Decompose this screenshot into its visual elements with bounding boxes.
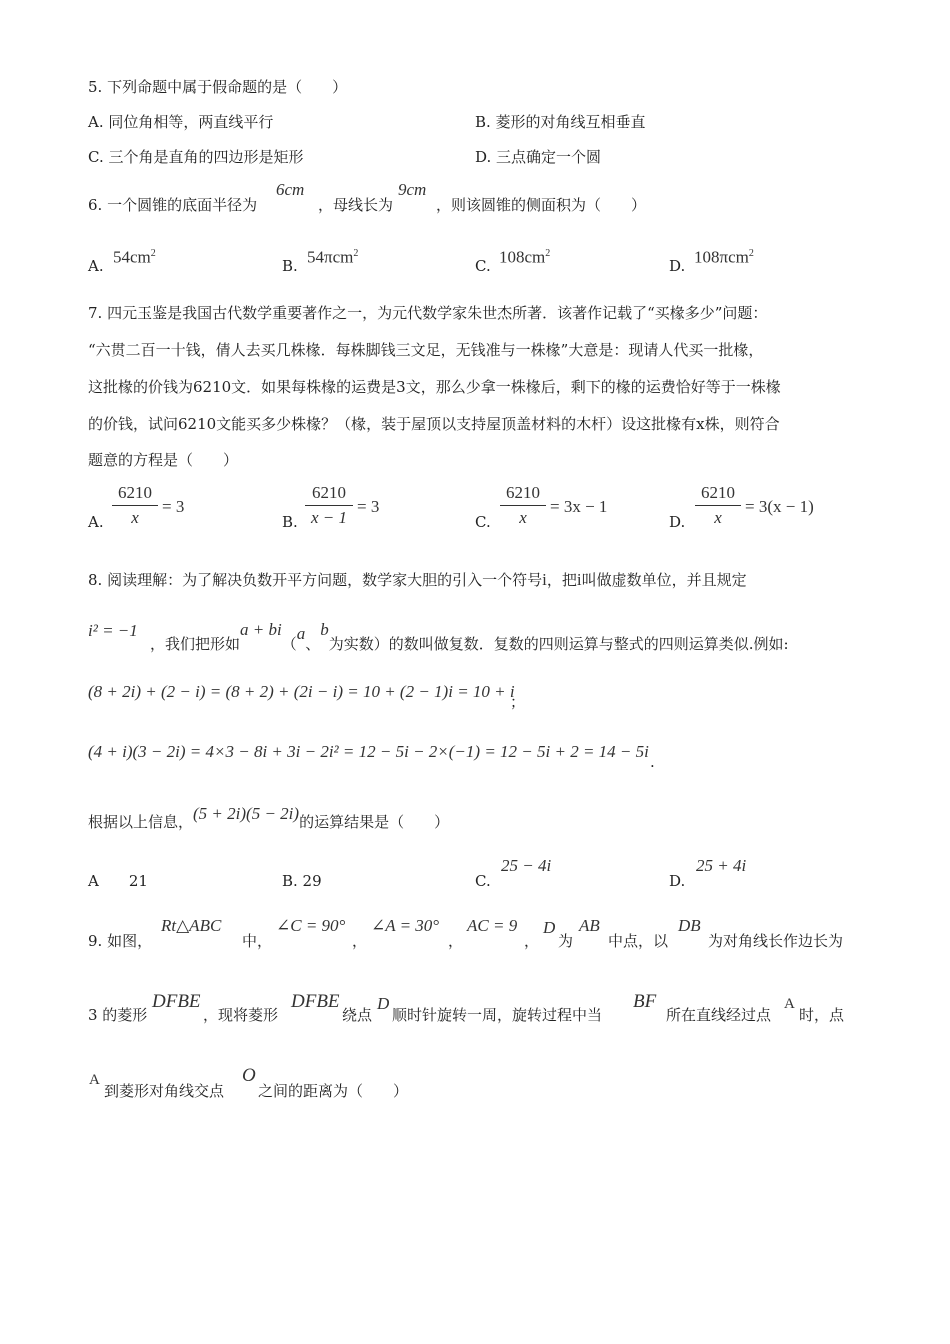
q6-option-a-label: A.	[88, 257, 104, 275]
q7-line-2: “六贯二百一十钱，倩人去买几株椽．每株脚钱三文足，无钱准与一株椽”大意是：现请人代买一批椽，	[88, 341, 764, 359]
q7-option-b-label: B.	[282, 513, 298, 531]
q9-segment-db: DB	[678, 916, 701, 935]
q9-line-2-e: 所在直线经过点	[666, 1006, 772, 1024]
q7-line-4: 的价钱，试问6210文能买多少株椽？（椽，装于屋顶以支持屋顶盖材料的木杆）设这批椽有x株，则符合	[88, 415, 780, 433]
q7-option-b-rhs: = 3	[357, 497, 380, 516]
q9-ac-length: AC = 9	[467, 916, 518, 935]
q9-segment-ab: AB	[579, 916, 600, 935]
q9-line-3-a: 到菱形对角线交点	[104, 1082, 225, 1100]
q7-option-a-label: A.	[88, 513, 104, 531]
q6-option-c-value: $108cm^2$	[499, 247, 551, 267]
q9-comma-2: ，	[448, 932, 464, 950]
q7-option-a-rhs: = 3	[162, 497, 185, 516]
q8-question: 根据以上信息，(5 + 2i)(5 − 2i)的运算结果是（ ）	[88, 804, 450, 831]
q9-rt-triangle: Rt△ABC	[161, 916, 222, 935]
q9-line-1-end: 为对角线长作边长为	[708, 932, 844, 950]
q6-option-d-label: D.	[669, 257, 686, 275]
q9-comma-3: ，	[524, 932, 540, 950]
q8-option-c-label: C.	[475, 872, 491, 890]
q7-line-3: 这批椽的价钱为6210文．如果每株椽的运费是3文，那么少拿一株椽后，剩下的椽的运费恰好等于一株椽	[88, 378, 781, 396]
q9-line-2-f: 时，点	[799, 1006, 845, 1024]
q7-option-c-fraction: 6210 x	[500, 483, 546, 528]
q5-option-b: B. 菱形的对角线互相垂直	[475, 113, 646, 131]
q5-stem: 5. 下列命题中属于假命题的是（ ）	[88, 78, 348, 96]
q8-example-2: (4 + i)(3 − 2i) = 4×3 − 8i + 3i − 2i² = 12 − 5i − 2×(−1) = 12 − 5i + 2 = 14 − 5i	[88, 742, 649, 761]
q8-option-c-value: 25 − 4i	[501, 856, 552, 875]
q9-line-1-zhong: 中，	[242, 932, 273, 950]
q8-example-1-end: ；	[510, 693, 526, 711]
q6-option-c-label: C.	[475, 257, 491, 275]
q8-definition: i² = −1	[88, 621, 138, 640]
q9-line-2-start: 3 的菱形	[88, 1006, 148, 1024]
q8-option-d-value: 25 + 4i	[696, 856, 747, 875]
q6-option-b-label: B.	[282, 257, 298, 275]
q8-example-1: (8 + 2i) + (2 − i) = (8 + 2) + (2i − i) = 10 + (2 − 1)i = 10 + i	[88, 682, 515, 701]
q9-angle-c: ∠C = 90°	[276, 916, 346, 935]
q5-option-c: C. 三个角是直角的四边形是矩形	[88, 148, 304, 166]
q8-line-1: 8. 阅读理解：为了解决负数开平方问题，数学家大胆的引入一个符号i，把i叫做虚数单位，并且规定	[88, 570, 747, 589]
q7-option-a-fraction: 6210 x	[112, 483, 158, 528]
q9-line-2-c: 绕点	[342, 1006, 373, 1024]
q9-line-1-start: 9. 如图，	[88, 932, 153, 950]
q9-segment-bf: BF	[633, 991, 657, 1012]
q6-option-a-value: $54cm^2$	[113, 247, 156, 267]
q8-option-a: A 21	[88, 872, 148, 890]
q7-option-c-rhs: = 3x − 1	[550, 497, 608, 516]
q7-option-c-label: C.	[475, 513, 491, 531]
q9-comma-1: ，	[352, 932, 368, 950]
q7-option-d-label: D.	[669, 513, 686, 531]
q9-line-3-b: 之间的距离为（ ）	[258, 1082, 409, 1100]
q7-line-1: 7. 四元玉鉴是我国古代数学重要著作之一，为元代数学家朱世杰所著．该著作记载了“买椽多少”问题：	[88, 304, 768, 322]
q7-option-b-fraction: 6210 x − 1	[305, 483, 353, 528]
q9-wei: 为	[558, 932, 574, 950]
q6-option-d-value: 108πcm$^2$	[694, 247, 754, 267]
q6-slant: 9cm	[398, 180, 427, 199]
q9-point-a-1: A	[784, 996, 795, 1012]
q9-point-o: O	[242, 1065, 256, 1086]
q9-midpoint-text: 中点，以	[608, 932, 669, 950]
q9-line-2-d: 顺时针旋转一周，旋转过程中当	[392, 1006, 603, 1024]
q9-rhombus-2: DFBE	[291, 991, 340, 1012]
q7-line-5: 题意的方程是（ ）	[88, 451, 239, 469]
q5-option-a: A. 同位角相等，两直线平行	[88, 113, 274, 131]
q6-stem-mid: ，母线长为	[318, 196, 394, 214]
q9-rhombus-1: DFBE	[152, 991, 201, 1012]
q8-line-2: ，我们把形如a + bi（a、b为实数）的数叫做复数．复数的四则运算与整式的四则运算类似.例如:	[150, 620, 789, 653]
q6-radius: 6cm	[276, 180, 305, 199]
q8-option-b: B. 29	[282, 872, 322, 890]
q7-option-d-rhs: = 3(x − 1)	[745, 497, 814, 516]
q8-option-d-label: D.	[669, 872, 686, 890]
q9-point-a-2: A	[89, 1072, 100, 1088]
q6-option-b-value: 54πcm$^2$	[307, 247, 359, 267]
q6-stem-suffix: ，则该圆锥的侧面积为（ ）	[436, 196, 647, 214]
q9-line-2-b: ，现将菱形	[203, 1006, 279, 1024]
q9-point-d-2: D	[377, 994, 390, 1013]
q9-point-d: D	[543, 918, 556, 937]
q8-example-2-end: .	[650, 753, 655, 771]
q5-option-d: D. 三点确定一个圆	[475, 148, 602, 166]
q9-angle-a: ∠A = 30°	[371, 916, 440, 935]
q7-option-d-fraction: 6210 x	[695, 483, 741, 528]
q6-stem-prefix: 6. 一个圆锥的底面半径为	[88, 196, 258, 214]
